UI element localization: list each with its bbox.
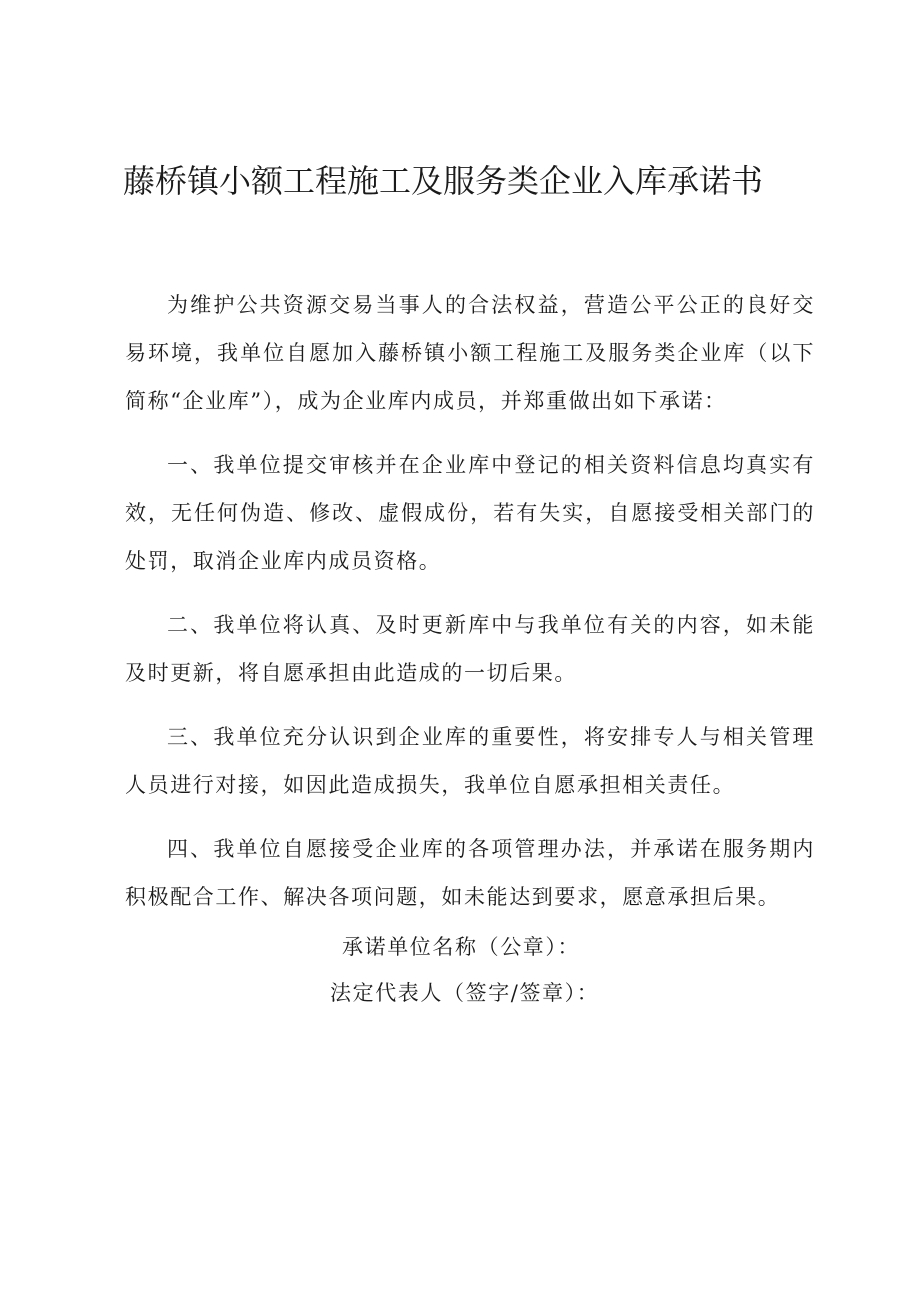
paragraph-commitment-3: 三、我单位充分认识到企业库的重要性，将安排专人与相关管理人员进行对接，如因此造成损失，我单位自愿承担相关责任。 (125, 725, 815, 797)
signature-block (330, 924, 730, 1016)
paragraph-commitment-1: 一、我单位提交审核并在企业库中登记的相关资料信息均真实有效，无任何伪造、修改、虚假成份，若有失实，自愿接受相关部门的处罚，取消企业库内成员资格。 (125, 453, 815, 573)
company-name-label: 承诺单位名称（公章）： (342, 935, 581, 959)
legal-representative-label: 法定代表人（签字/签章）： (330, 981, 600, 1005)
document-title: 藤桥镇小额工程施工及服务类企业入库承诺书 (123, 162, 764, 200)
document-body (125, 281, 815, 937)
paragraph-commitment-2: 二、我单位将认真、及时更新库中与我单位有关的内容，如未能及时更新，将自愿承担由此造成的一切后果。 (125, 613, 815, 685)
paragraph-commitment-4: 四、我单位自愿接受企业库的各项管理办法，并承诺在服务期内积极配合工作、解决各项问题，如未能达到要求，愿意承担后果。 (125, 837, 815, 909)
paragraph-intro: 为维护公共资源交易当事人的合法权益，营造公平公正的良好交易环境，我单位自愿加入藤桥镇小额工程施工及服务类企业库（以下简称“企业库”），成为企业库内成员，并郑重做出如下承诺： (125, 293, 815, 413)
